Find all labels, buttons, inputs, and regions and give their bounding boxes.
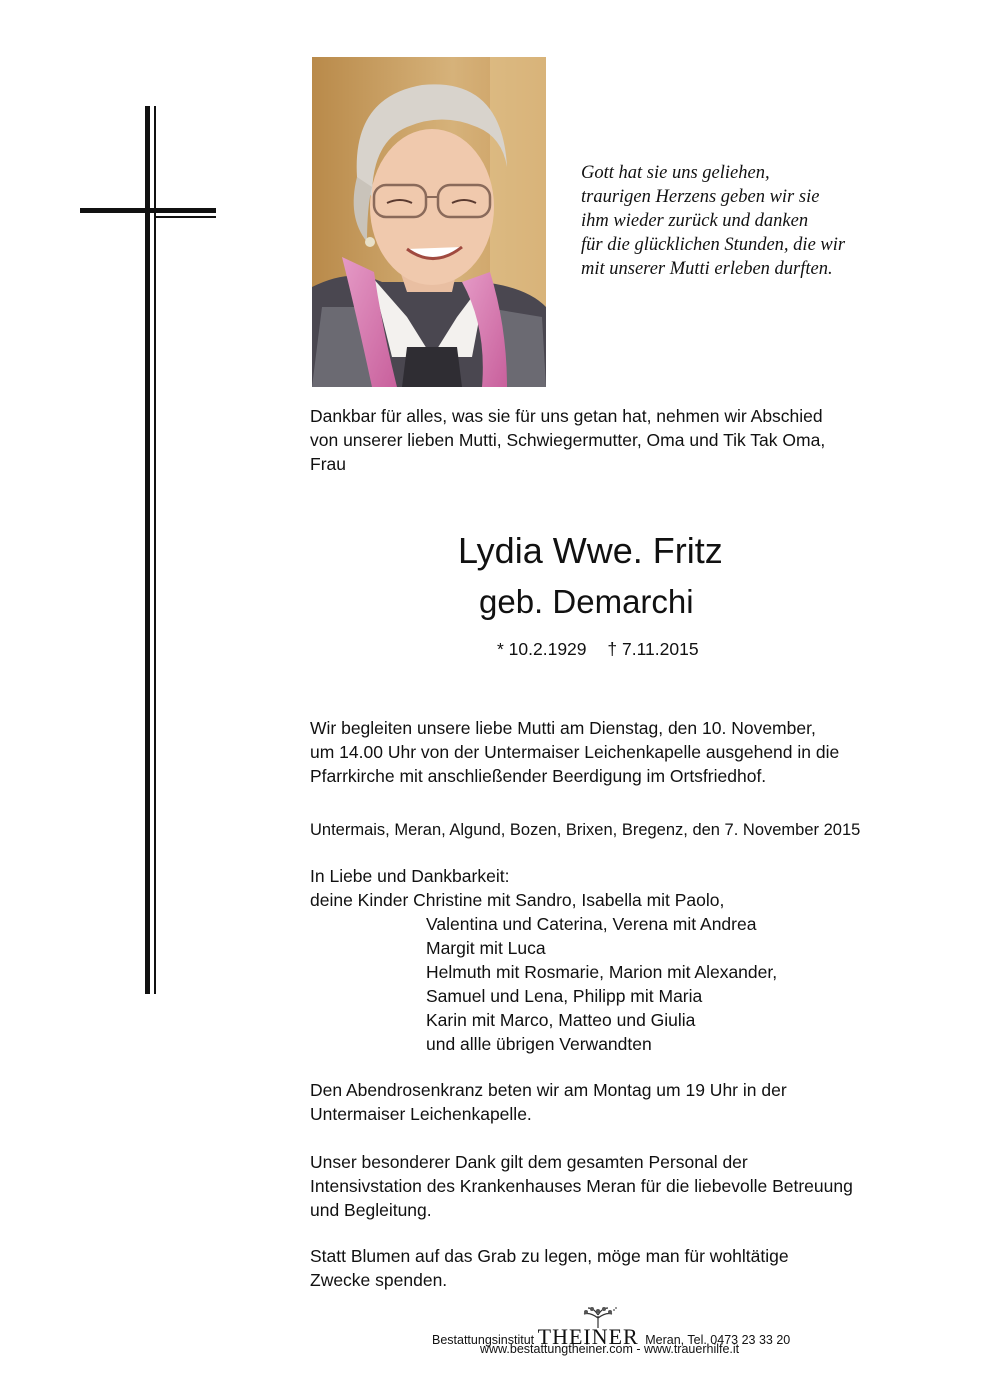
quote-line: mit unserer Mutti erleben durften. [581, 259, 833, 279]
quote-line: für die glücklichen Stunden, die wir [581, 235, 846, 255]
mourners-line: Karin mit Marco, Matteo und Giulia [426, 1010, 696, 1030]
maiden-name: geb. Demarchi [479, 583, 694, 620]
mourners-heading: In Liebe und Dankbarkeit: [310, 866, 510, 886]
quote-line: traurigen Herzens geben wir sie [581, 187, 820, 207]
funeral-announcement [310, 716, 839, 788]
portrait-photo [312, 57, 546, 387]
mourners-line: Margit mit Luca [426, 938, 546, 958]
mourners-line: und allle übrigen Verwandten [426, 1034, 652, 1054]
rosary-line: Den Abendrosenkranz beten wir am Montag um 19 Uhr in der [310, 1080, 787, 1100]
quote-line: ihm wieder zurück und danken [581, 211, 809, 231]
funeral-line: Pfarrkirche mit anschließender Beerdigung im Ortsfriedhof. [310, 766, 767, 786]
intro-line: Frau [310, 454, 346, 474]
quote-line: Gott hat sie uns geliehen, [581, 163, 770, 183]
funeral-line: um 14.00 Uhr von der Untermaiser Leichenkapelle ausgehend in die [310, 742, 840, 762]
mourners-line: Samuel und Lena, Philipp mit Maria [426, 986, 703, 1006]
thanks-line: Intensivstation des Krankenhauses Meran für die liebevolle Betreuung [310, 1176, 853, 1196]
intro-text [310, 404, 825, 476]
deceased-name: Lydia Wwe. Fritz [458, 530, 723, 571]
cross-vertical-bar [145, 106, 150, 994]
footer-websites: www.bestattungtheiner.com - www.trauerhilfe.it [480, 1342, 740, 1356]
cross-horizontal-bar [80, 208, 216, 213]
cross-vertical-inner-line [154, 106, 156, 994]
thanks-line: Unser besonderer Dank gilt dem gesamten Personal der [310, 1152, 748, 1172]
rosary-notice [310, 1078, 787, 1126]
tree-logo-icon [578, 1306, 618, 1328]
memorial-quote [581, 161, 941, 281]
place-date-line: Untermais, Meran, Algund, Bozen, Brixen, Bregenz, den 7. November 2015 [310, 821, 861, 839]
intro-line: von unserer lieben Mutti, Schwiegermutter, Oma und Tik Tak Oma, [310, 430, 826, 450]
footer-prefix: Bestattungsinstitut [432, 1333, 535, 1347]
rosary-line: Untermaiser Leichenkapelle. [310, 1104, 532, 1124]
mourners-list [310, 864, 777, 1056]
funeral-line: Wir begleiten unsere liebe Mutti am Dienstag, den 10. November, [310, 718, 816, 738]
cross-horizontal-inner-line [154, 216, 216, 218]
mourners-first-line: deine Kinder Christine mit Sandro, Isabella mit Paolo, [310, 890, 725, 910]
footer-suffix: Meran, Tel. 0473 23 33 20 [645, 1333, 791, 1347]
donation-notice [310, 1244, 789, 1292]
donation-line: Statt Blumen auf das Grab zu legen, möge man für wohltätige [310, 1246, 789, 1266]
death-date: † 7.11.2015 [607, 639, 699, 659]
life-dates [497, 639, 699, 660]
donation-line: Zwecke spenden. [310, 1270, 448, 1290]
thanks-line: und Begleitung. [310, 1200, 432, 1220]
place-and-date [310, 818, 860, 842]
intro-line: Dankbar für alles, was sie für uns getan hat, nehmen wir Abschied [310, 406, 823, 426]
mourners-line: Helmuth mit Rosmarie, Marion mit Alexander, [426, 962, 778, 982]
mourners-line: Valentina und Caterina, Verena mit Andrea [426, 914, 757, 934]
birth-date: * 10.2.1929 [497, 639, 587, 659]
footer-brand-text: THEINER [537, 1324, 639, 1349]
thanks-notice [310, 1150, 853, 1222]
